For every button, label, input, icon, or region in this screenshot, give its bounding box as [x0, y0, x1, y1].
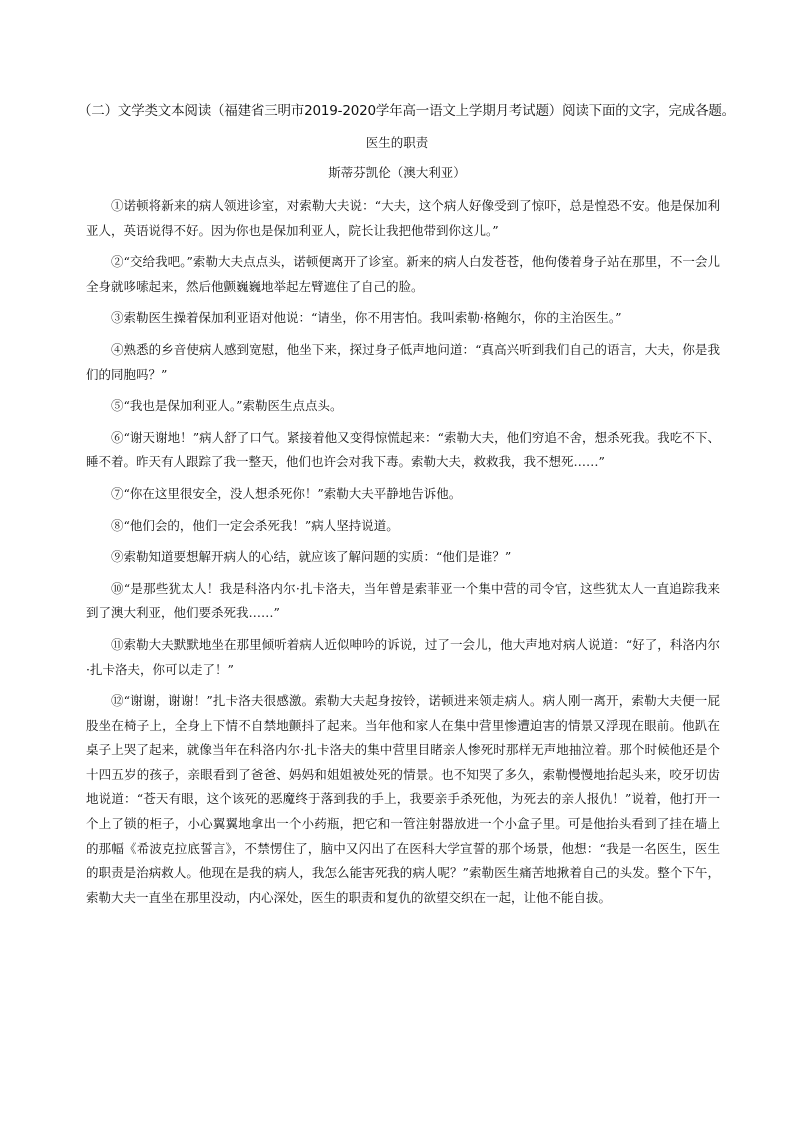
- paragraph-11: ⑪索勒大夫默默地坐在那里倾听着病人近似呻吟的诉说，过了一会儿，他大声地对病人说道：“好了，科洛内尔·扎卡洛夫，你可以走了！”: [86, 636, 720, 677]
- article-title: 医生的职责: [365, 135, 429, 150]
- question-intro: （二）文学类文本阅读（福建省三明市2019-2020学年高一语文上学期月考试题）阅读下面的文字，完成各题。: [78, 103, 735, 119]
- paragraph-1: ①诺顿将新来的病人领进诊室，对索勒大夫说：“大夫，这个病人好像受到了惊吓，总是惶恐不安。他是保加利亚人，英语说得不好。因为你也是保加利亚人，院长让我把他带到你这儿。”: [86, 198, 720, 238]
- paragraph-2: ②“交给我吧。”索勒大夫点点头，诺顿便离开了诊室。新来的病人白发苍苍，他佝偻着身子站在那里，不一会儿全身就哆嗦起来，然后他颤巍巍地举起左臂遮住了自己的脸。: [86, 254, 720, 294]
- paragraph-4: ④熟悉的乡音使病人感到宽慰，他坐下来，探过身子低声地问道：“真高兴听到我们自己的语言，大夫，你是我们的同胞吗？”: [86, 341, 720, 382]
- paragraph-10: ⑩“是那些犹太人！我是科洛内尔·扎卡洛夫，当年曾是索菲亚一个集中营的司令官，这些犹太人一直追踪我来到了澳大利亚，他们要杀死我……”: [86, 580, 720, 621]
- paragraph-6: ⑥“谢天谢地！”病人舒了口气。紧接着他又变得惊慌起来：“索勒大夫，他们穷追不舍，想杀死我。我吃不下、睡不着。昨天有人跟踪了我一整天，他们也许会对我下毒。索勒大夫，救救我，我不想死……”: [86, 429, 720, 470]
- paragraph-5: ⑤“我也是保加利亚人。”索勒医生点点头。: [111, 398, 343, 414]
- paragraph-7: ⑦“你在这里很安全，没人想杀死你！”索勒大夫平静地告诉他。: [111, 485, 462, 501]
- paragraph-8: ⑧“他们会的，他们一定会杀死我！”病人坚持说道。: [111, 517, 399, 533]
- paragraph-3: ③索勒医生操着保加利亚语对他说：“请坐，你不用害怕。我叫索勒·格鲍尔，你的主治医生。”: [111, 310, 622, 326]
- paragraph-12: ⑫“谢谢，谢谢！”扎卡洛夫很感激。索勒大夫起身按铃，诺顿进来领走病人。病人刚一离开，索勒大夫便一屁股坐在椅子上，全身上下情不自禁地颤抖了起来。当年他和家人在集中营里惨遭迫害的情景又浮现在眼前。他趴在桌子上哭了起来，就像当年在科洛内尔·扎卡洛夫的集中营里目睹亲人惨死时那样无声地抽泣着。那个时候他还是个十四五岁的孩子，亲眼看到了爸爸、妈妈和姐姐被处死的情景。也不知哭了多久，索勒慢慢地抬起头来，咬牙切齿地说道：“苍天有眼，这个该死的恶魔终于落到我的手上，我要亲手杀死他，为死去的亲人报仇！”说着，他打开一个上了锁的柜子，小心翼翼地拿出一个小药瓶，把它和一管注射器放进一个小盒子里。可是他抬头看到了挂在墙上的那幅《希波克拉底誓言》，不禁愣住了，脑中又闪出了在医科大学宣誓的那个场景，他想：“我是一名医生，医生的职责是治病救人。他现在是我的病人，我怎么能害死我的病人呢？”索勒医生痛苦地揪着自己的头发。整个下午，索勒大夫一直坐在那里没动，内心深处，医生的职责和复仇的欲望交织在一起，让他不能自拔。: [86, 693, 720, 905]
- paragraph-9: ⑨索勒知道要想解开病人的心结，就应该了解问题的实质：“他们是谁？”: [111, 549, 512, 565]
- article-body: [86, 194, 720, 917]
- article-author: 斯蒂芬凯伦（澳大利亚）: [328, 165, 466, 180]
